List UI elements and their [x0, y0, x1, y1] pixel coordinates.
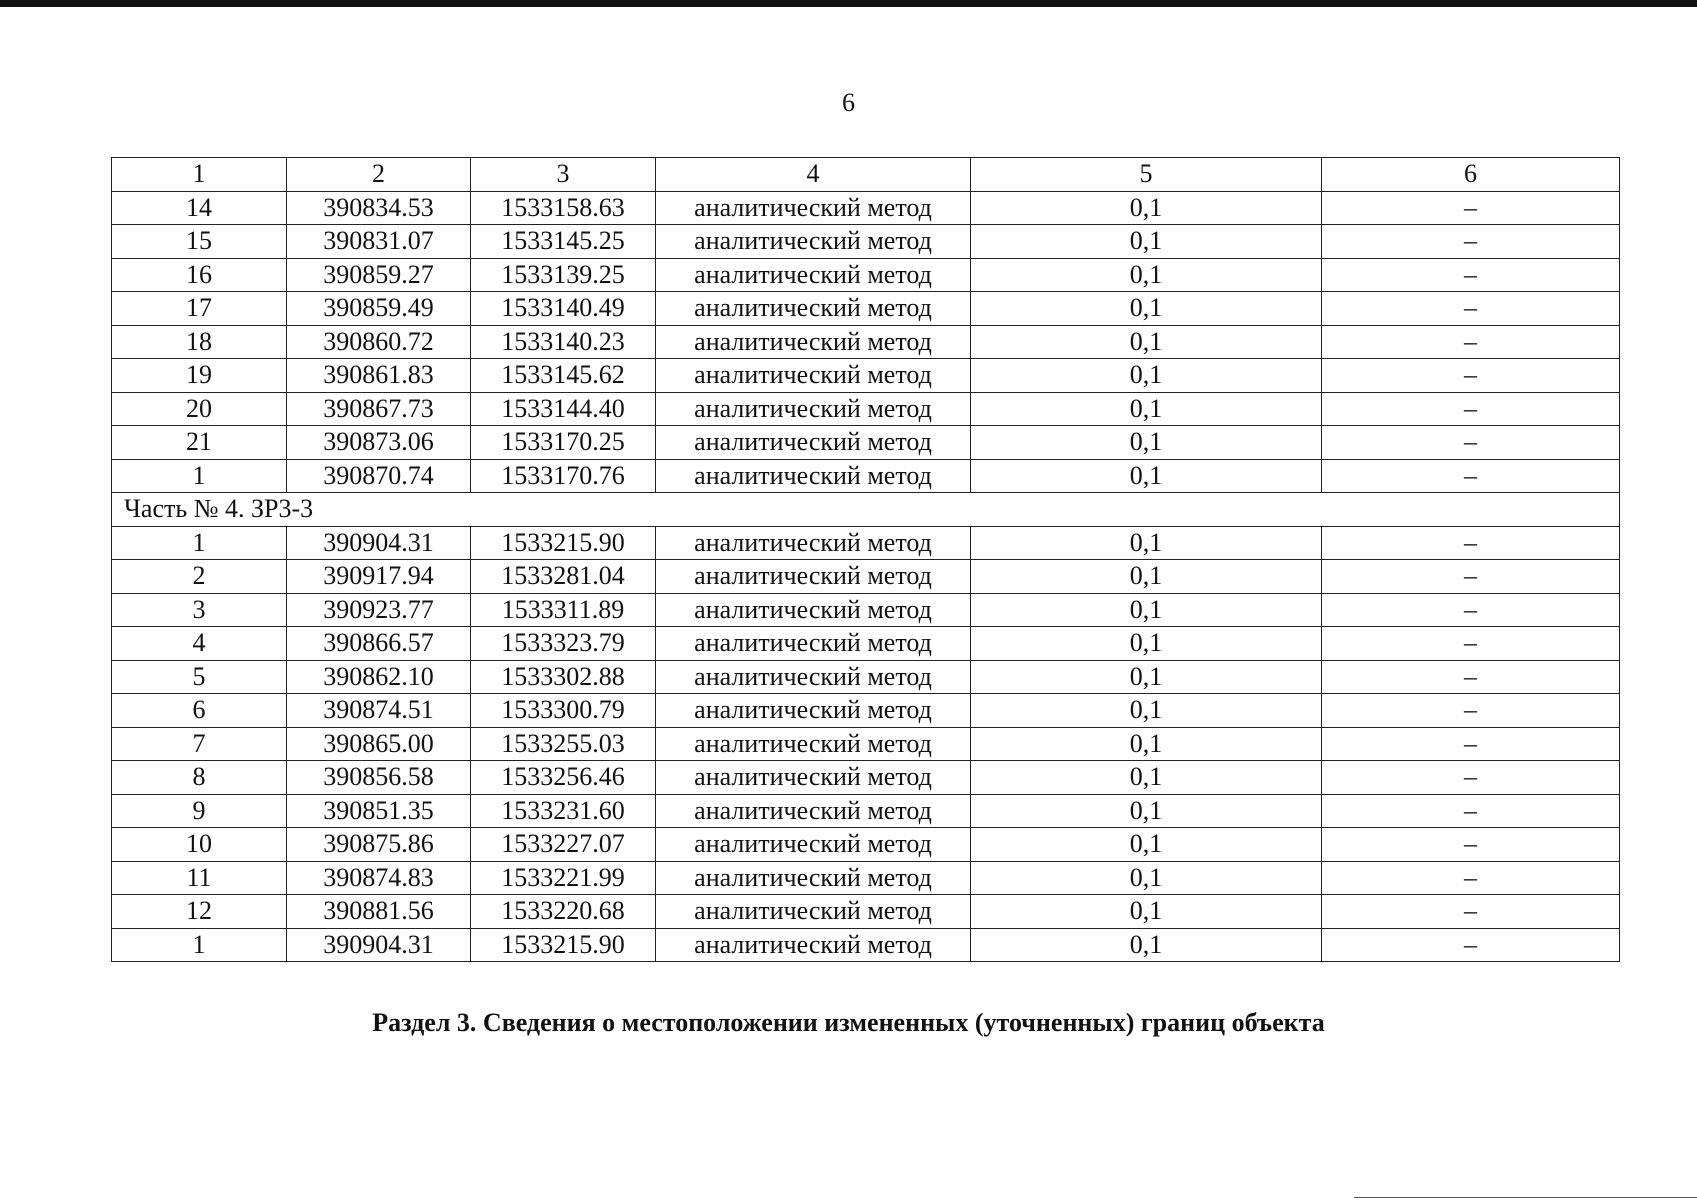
y-coordinate-cell: 1533220.68	[471, 895, 656, 929]
table-row	[112, 861, 1620, 895]
method-cell: аналитический метод	[656, 694, 971, 728]
point-number-cell: 3	[112, 593, 287, 627]
accuracy-cell: 0,1	[971, 593, 1322, 627]
y-coordinate-cell: 1533302.88	[471, 660, 656, 694]
x-coordinate-cell: 390917.94	[287, 560, 471, 594]
point-number-cell: 19	[112, 359, 287, 393]
method-cell: аналитический метод	[656, 459, 971, 493]
table-header-row	[112, 158, 1620, 192]
x-coordinate-cell: 390904.31	[287, 526, 471, 560]
x-coordinate-cell: 390881.56	[287, 895, 471, 929]
description-cell: –	[1322, 225, 1620, 259]
point-number-cell: 1	[112, 459, 287, 493]
y-coordinate-cell: 1533139.25	[471, 258, 656, 292]
description-cell: –	[1322, 526, 1620, 560]
point-number-cell: 18	[112, 325, 287, 359]
point-number-cell: 7	[112, 727, 287, 761]
point-number-cell: 17	[112, 292, 287, 326]
x-coordinate-cell: 390867.73	[287, 392, 471, 426]
accuracy-cell: 0,1	[971, 560, 1322, 594]
point-number-cell: 2	[112, 560, 287, 594]
point-number-cell: 20	[112, 392, 287, 426]
description-cell: –	[1322, 794, 1620, 828]
y-coordinate-cell: 1533227.07	[471, 828, 656, 862]
table-row	[112, 794, 1620, 828]
point-number-cell: 9	[112, 794, 287, 828]
table-row	[112, 660, 1620, 694]
x-coordinate-cell: 390831.07	[287, 225, 471, 259]
point-number-cell: 1	[112, 526, 287, 560]
y-coordinate-cell: 1533144.40	[471, 392, 656, 426]
accuracy-cell: 0,1	[971, 459, 1322, 493]
table-row	[112, 560, 1620, 594]
section-title: Раздел 3. Сведения о местоположении измененных (уточненных) границ объекта	[372, 1008, 1325, 1037]
x-coordinate-cell: 390904.31	[287, 928, 471, 962]
description-cell: –	[1322, 761, 1620, 795]
table-row	[112, 895, 1620, 929]
method-cell: аналитический метод	[656, 191, 971, 225]
y-coordinate-cell: 1533140.23	[471, 325, 656, 359]
y-coordinate-cell: 1533221.99	[471, 861, 656, 895]
description-cell: –	[1322, 325, 1620, 359]
table-row	[112, 828, 1620, 862]
x-coordinate-cell: 390862.10	[287, 660, 471, 694]
method-cell: аналитический метод	[656, 560, 971, 594]
x-coordinate-cell: 390834.53	[287, 191, 471, 225]
point-number-cell: 10	[112, 828, 287, 862]
y-coordinate-cell: 1533145.25	[471, 225, 656, 259]
method-cell: аналитический метод	[656, 895, 971, 929]
accuracy-cell: 0,1	[971, 928, 1322, 962]
point-number-cell: 8	[112, 761, 287, 795]
column-header: 4	[656, 158, 971, 192]
x-coordinate-cell: 390856.58	[287, 761, 471, 795]
section-label: Часть № 4. ЗР3-3	[112, 493, 1620, 527]
description-cell: –	[1322, 292, 1620, 326]
accuracy-cell: 0,1	[971, 191, 1322, 225]
method-cell: аналитический метод	[656, 761, 971, 795]
description-cell: –	[1322, 895, 1620, 929]
table-row	[112, 593, 1620, 627]
accuracy-cell: 0,1	[971, 861, 1322, 895]
description-cell: –	[1322, 392, 1620, 426]
column-header: 6	[1322, 158, 1620, 192]
point-number-cell: 11	[112, 861, 287, 895]
method-cell: аналитический метод	[656, 727, 971, 761]
point-number-cell: 1	[112, 928, 287, 962]
method-cell: аналитический метод	[656, 426, 971, 460]
y-coordinate-cell: 1533300.79	[471, 694, 656, 728]
column-header: 1	[112, 158, 287, 192]
point-number-cell: 12	[112, 895, 287, 929]
point-number-cell: 16	[112, 258, 287, 292]
description-cell: –	[1322, 861, 1620, 895]
table-row	[112, 191, 1620, 225]
table-row	[112, 292, 1620, 326]
x-coordinate-cell: 390860.72	[287, 325, 471, 359]
accuracy-cell: 0,1	[971, 325, 1322, 359]
table-row	[112, 359, 1620, 393]
method-cell: аналитический метод	[656, 392, 971, 426]
method-cell: аналитический метод	[656, 526, 971, 560]
y-coordinate-cell: 1533170.25	[471, 426, 656, 460]
description-cell: –	[1322, 727, 1620, 761]
method-cell: аналитический метод	[656, 258, 971, 292]
point-number-cell: 6	[112, 694, 287, 728]
method-cell: аналитический метод	[656, 325, 971, 359]
method-cell: аналитический метод	[656, 861, 971, 895]
description-cell: –	[1322, 627, 1620, 661]
table-row	[112, 258, 1620, 292]
y-coordinate-cell: 1533215.90	[471, 928, 656, 962]
y-coordinate-cell: 1533311.89	[471, 593, 656, 627]
description-cell: –	[1322, 694, 1620, 728]
y-coordinate-cell: 1533281.04	[471, 560, 656, 594]
description-cell: –	[1322, 593, 1620, 627]
table-row	[112, 526, 1620, 560]
method-cell: аналитический метод	[656, 593, 971, 627]
accuracy-cell: 0,1	[971, 392, 1322, 426]
accuracy-cell: 0,1	[971, 694, 1322, 728]
x-coordinate-cell: 390866.57	[287, 627, 471, 661]
point-number-cell: 14	[112, 191, 287, 225]
y-coordinate-cell: 1533140.49	[471, 292, 656, 326]
y-coordinate-cell: 1533158.63	[471, 191, 656, 225]
description-cell: –	[1322, 660, 1620, 694]
y-coordinate-cell: 1533170.76	[471, 459, 656, 493]
accuracy-cell: 0,1	[971, 660, 1322, 694]
method-cell: аналитический метод	[656, 928, 971, 962]
table-row	[112, 727, 1620, 761]
accuracy-cell: 0,1	[971, 292, 1322, 326]
accuracy-cell: 0,1	[971, 526, 1322, 560]
column-header: 3	[471, 158, 656, 192]
table-row	[112, 459, 1620, 493]
description-cell: –	[1322, 828, 1620, 862]
description-cell: –	[1322, 928, 1620, 962]
table-row	[112, 627, 1620, 661]
y-coordinate-cell: 1533323.79	[471, 627, 656, 661]
x-coordinate-cell: 390870.74	[287, 459, 471, 493]
accuracy-cell: 0,1	[971, 828, 1322, 862]
method-cell: аналитический метод	[656, 359, 971, 393]
x-coordinate-cell: 390875.86	[287, 828, 471, 862]
y-coordinate-cell: 1533255.03	[471, 727, 656, 761]
section-row	[112, 493, 1620, 527]
y-coordinate-cell: 1533215.90	[471, 526, 656, 560]
x-coordinate-cell: 390874.83	[287, 861, 471, 895]
table-row	[112, 761, 1620, 795]
description-cell: –	[1322, 359, 1620, 393]
x-coordinate-cell: 390851.35	[287, 794, 471, 828]
description-cell: –	[1322, 191, 1620, 225]
x-coordinate-cell: 390861.83	[287, 359, 471, 393]
description-cell: –	[1322, 459, 1620, 493]
accuracy-cell: 0,1	[971, 258, 1322, 292]
point-number-cell: 21	[112, 426, 287, 460]
table-row	[112, 225, 1620, 259]
method-cell: аналитический метод	[656, 627, 971, 661]
point-number-cell: 15	[112, 225, 287, 259]
accuracy-cell: 0,1	[971, 727, 1322, 761]
accuracy-cell: 0,1	[971, 627, 1322, 661]
accuracy-cell: 0,1	[971, 794, 1322, 828]
description-cell: –	[1322, 258, 1620, 292]
point-number-cell: 4	[112, 627, 287, 661]
table-row	[112, 325, 1620, 359]
scan-top-border	[0, 0, 1697, 7]
method-cell: аналитический метод	[656, 660, 971, 694]
page-number: 6	[842, 88, 855, 117]
column-header: 5	[971, 158, 1322, 192]
x-coordinate-cell: 390873.06	[287, 426, 471, 460]
y-coordinate-cell: 1533256.46	[471, 761, 656, 795]
table-row	[112, 426, 1620, 460]
method-cell: аналитический метод	[656, 292, 971, 326]
coordinates-table	[111, 157, 1620, 962]
point-number-cell: 5	[112, 660, 287, 694]
method-cell: аналитический метод	[656, 828, 971, 862]
column-header: 2	[287, 158, 471, 192]
accuracy-cell: 0,1	[971, 761, 1322, 795]
x-coordinate-cell: 390874.51	[287, 694, 471, 728]
y-coordinate-cell: 1533231.60	[471, 794, 656, 828]
x-coordinate-cell: 390923.77	[287, 593, 471, 627]
description-cell: –	[1322, 426, 1620, 460]
accuracy-cell: 0,1	[971, 225, 1322, 259]
x-coordinate-cell: 390859.49	[287, 292, 471, 326]
method-cell: аналитический метод	[656, 794, 971, 828]
accuracy-cell: 0,1	[971, 359, 1322, 393]
method-cell: аналитический метод	[656, 225, 971, 259]
table-row	[112, 928, 1620, 962]
x-coordinate-cell: 390859.27	[287, 258, 471, 292]
accuracy-cell: 0,1	[971, 895, 1322, 929]
y-coordinate-cell: 1533145.62	[471, 359, 656, 393]
table-row	[112, 694, 1620, 728]
scan-edge-line	[1354, 1197, 1697, 1198]
accuracy-cell: 0,1	[971, 426, 1322, 460]
table-row	[112, 392, 1620, 426]
x-coordinate-cell: 390865.00	[287, 727, 471, 761]
description-cell: –	[1322, 560, 1620, 594]
